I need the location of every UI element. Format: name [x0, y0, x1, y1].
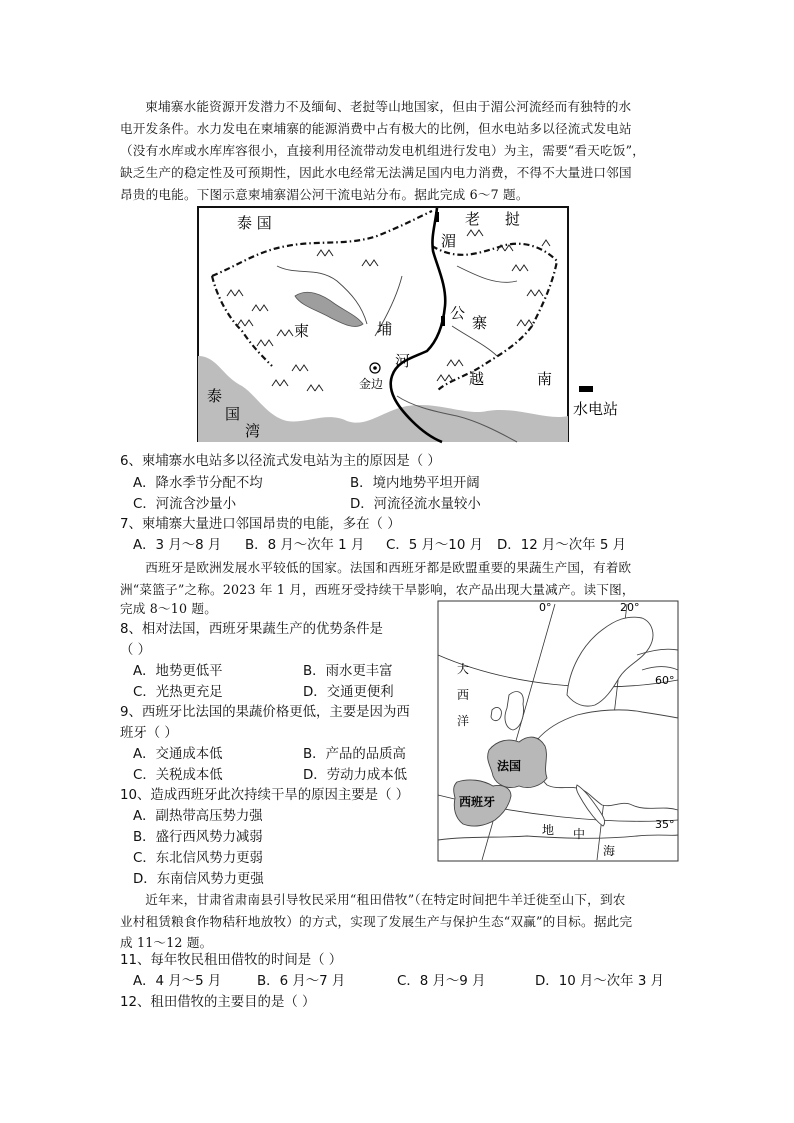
question-stem-cont: （ ）	[120, 643, 152, 658]
option-a: A．副热带高压势力强	[133, 809, 263, 824]
option-d: D．河流径流水量较小	[350, 497, 481, 512]
hydropower-station-marker	[435, 212, 439, 222]
label-mekong-1: 湄	[441, 232, 457, 250]
question-stem: 9、西班牙比法国的果蔬价格更低，主要是因为西	[120, 705, 410, 720]
question-stem: 7、柬埔寨大量进口邻国昂贵的电能，多在（ ）	[120, 517, 401, 532]
label-spain: 西班牙	[459, 795, 496, 809]
label-mekong-3: 河	[395, 352, 411, 370]
label-atlantic-1: 大	[457, 662, 470, 676]
option-c: C．东北信风势力更弱	[133, 851, 263, 866]
question-stem-cont: 班牙（ ）	[120, 726, 178, 741]
capital-dot	[373, 366, 377, 370]
europe-map	[437, 600, 679, 862]
label-lat-60: 60°	[655, 674, 675, 687]
option-c: C．河流含沙量小	[133, 497, 237, 512]
option-a: A．交通成本低	[133, 747, 223, 762]
option-a: A．地势更低平	[133, 664, 223, 679]
label-gulf-2: 国	[225, 405, 241, 423]
passage-line: 昂贵的电能。下图示意柬埔寨湄公河干流电站分布。据此完成 6～7 题。	[120, 187, 529, 202]
question-stem: 12、租田借牧的主要目的是（ ）	[120, 995, 316, 1010]
passage-line: 成 11～12 题。	[120, 935, 213, 950]
option-c: C．8 月～9 月	[397, 974, 486, 989]
option-b: B．雨水更丰富	[303, 664, 393, 679]
passage-line: 业村租赁粮食作物秸秆地放牧）的方式，实现了发展生产与保护生态“双赢”的目标。据此完	[120, 914, 633, 929]
legend-hydropower-symbol	[579, 386, 593, 392]
question-stem: 8、相对法国，西班牙果蔬生产的优势条件是	[120, 622, 383, 637]
question-stem: 10、造成西班牙此次持续干旱的原因主要是（ ）	[120, 788, 410, 803]
option-b: B．盛行西风势力减弱	[133, 830, 263, 845]
label-laos-1: 老	[465, 210, 481, 228]
label-atlantic-3: 洋	[457, 714, 470, 728]
label-gulf-1: 泰	[207, 387, 223, 405]
option-c: C．光热更充足	[133, 685, 223, 700]
passage-line: （没有水库或水库库容很小，直接利用径流带动发电机组进行发电）为主，需要“看天吃饭”，	[120, 143, 646, 158]
label-phnom-penh: 金边	[359, 377, 384, 391]
passage-line: 缺乏生产的稳定性及可预期性，因此水电经常无法满足国内电力消费，不得不大量进口邻国	[120, 165, 632, 180]
label-cambodia-1: 柬	[294, 322, 310, 340]
label-vietnam-1: 越	[469, 370, 485, 388]
label-mekong-2: 公	[450, 304, 466, 322]
option-a: A．降水季节分配不均	[133, 476, 263, 491]
passage-line: 柬埔寨水能资源开发潜力不及缅甸、老挝等山地国家，但由于湄公河流经而有独特的水	[145, 99, 632, 114]
ireland-outline	[491, 708, 501, 721]
option-b: B．6 月～7 月	[257, 974, 346, 989]
passage-line: 洲“菜篮子”之称。2023 年 1 月，西班牙受持续干旱影响，农产品出现大量减产。读下图，	[120, 582, 635, 597]
option-d: D．劳动力成本低	[303, 768, 408, 783]
label-vietnam-2: 南	[537, 370, 553, 388]
label-med-1: 地	[542, 823, 555, 837]
option-a: A．4 月～5 月	[133, 974, 222, 989]
option-b: B．境内地势平坦开阔	[350, 476, 480, 491]
label-atlantic-2: 西	[457, 688, 470, 702]
option-d: D．东南信风势力更强	[133, 872, 264, 887]
label-thailand: 泰 国	[237, 214, 272, 232]
option-b: B．产品的品质高	[303, 747, 406, 762]
label-laos-2: 挝	[505, 210, 521, 228]
label-med-3: 海	[603, 844, 616, 858]
passage-line: 完成 8～10 题。	[120, 601, 218, 616]
question-stem: 11、每年牧民租田借牧的时间是（ ）	[120, 953, 343, 968]
option-d: D．交通更便利	[303, 685, 394, 700]
label-france: 法国	[497, 759, 522, 773]
label-lat-35: 35°	[655, 818, 675, 831]
option-b: B．8 月～次年 1 月	[245, 538, 365, 553]
legend-hydropower-label: 水电站	[573, 400, 619, 418]
label-cambodia-2: 埔	[377, 320, 393, 338]
option-a: A．3 月～8 月	[133, 538, 222, 553]
cambodia-hydropower-map	[197, 206, 627, 444]
option-d: D．12 月～次年 5 月	[497, 538, 626, 553]
passage-line: 近年来，甘肃省肃南县引导牧民采用“租田借牧”（在特定时间把牛羊迁徙至山下，到农	[145, 892, 626, 907]
question-stem: 6、柬埔寨水电站多以径流式发电站为主的原因是（ ）	[120, 454, 441, 469]
option-c: C．5 月～10 月	[386, 538, 483, 553]
hydropower-station-marker	[441, 316, 445, 326]
option-c: C．关税成本低	[133, 768, 223, 783]
label-med-2: 中	[573, 827, 586, 841]
passage-line: 西班牙是欧洲发展水平较低的国家。法国和西班牙都是欧盟重要的果蔬生产国，有着欧	[145, 560, 632, 575]
label-cambodia-3: 寨	[472, 314, 488, 332]
label-lon-20: 20°	[620, 601, 640, 614]
option-d: D．10 月～次年 3 月	[535, 974, 664, 989]
passage-line: 电开发条件。水力发电在柬埔寨的能源消费中占有极大的比例，但水电站多以径流式发电站	[120, 121, 632, 136]
label-gulf-3: 湾	[245, 422, 261, 440]
label-lon-0: 0°	[539, 601, 552, 614]
